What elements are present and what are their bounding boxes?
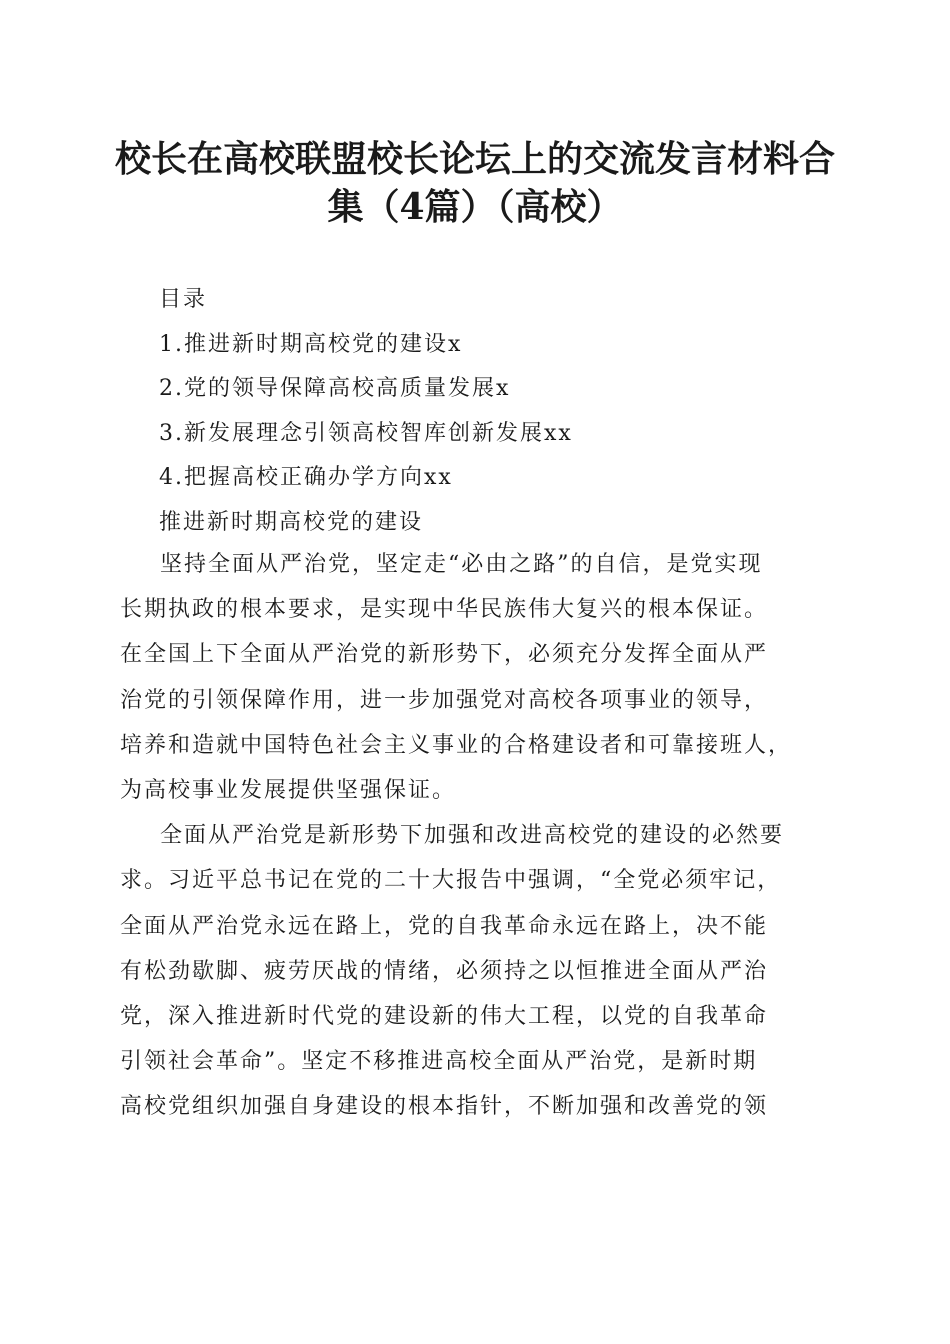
title-line-1: 校长在高校联盟校长论坛上的交流发言材料合 (114, 138, 835, 180)
paragraph-line: 为高校事业发展提供坚强保证。 (120, 778, 457, 804)
paragraph-line: 党，深入推进新时代党的建设新的伟大工程，以党的自我革命 (120, 1004, 769, 1030)
table-of-contents (159, 278, 573, 545)
paragraph-line: 有松劲歇脚、疲劳厌战的情绪，必须持之以恒推进全面从严治 (120, 958, 769, 984)
paragraph-line: 长期执政的根本要求，是实现中华民族伟大复兴的根本保证。 (120, 597, 769, 623)
paragraph-line: 求。习近平总书记在党的二十大报告中强调，“全党必须牢记， (120, 868, 782, 894)
title-line-2: 集（4篇）（高校） (327, 186, 623, 228)
paragraph-line: 治党的引领保障作用，进一步加强党对高校各项事业的领导， (120, 687, 769, 713)
paragraph-line: 引领社会革命”。坚定不移推进高校全面从严治党，是新时期 (120, 1049, 758, 1075)
toc-item-1: 1.推进新时期高校党的建设x (159, 331, 463, 357)
paragraph-line: 高校党组织加强自身建设的根本指针，不断加强和改善党的领 (120, 1094, 769, 1120)
paragraph-line: 全面从严治党永远在路上，党的自我革命永远在路上，决不能 (120, 913, 769, 939)
paragraph-line: 培养和造就中国特色社会主义事业的合格建设者和可靠接班人， (120, 732, 793, 758)
toc-item-2: 2.党的领导保障高校高质量发展x (159, 376, 511, 401)
body-text (120, 542, 840, 1130)
toc-heading: 目录 (159, 287, 208, 312)
paragraph-1 (120, 542, 840, 813)
document-title (100, 135, 850, 231)
toc-item-3: 3.新发展理念引领高校智库创新发展xx (159, 420, 573, 446)
paragraph-line: 全面从严治党是新形势下加强和改进高校党的建设的必然要 (160, 823, 785, 849)
section-heading: 推进新时期高校党的建设 (159, 509, 424, 535)
paragraph-2 (120, 813, 840, 1129)
toc-item-4: 4.把握高校正确办学方向xx (159, 465, 453, 490)
paragraph-line: 坚持全面从严治党，坚定走“必由之路”的自信，是党实现 (160, 552, 763, 577)
paragraph-line: 在全国上下全面从严治党的新形势下，必须充分发挥全面从严 (120, 642, 769, 668)
